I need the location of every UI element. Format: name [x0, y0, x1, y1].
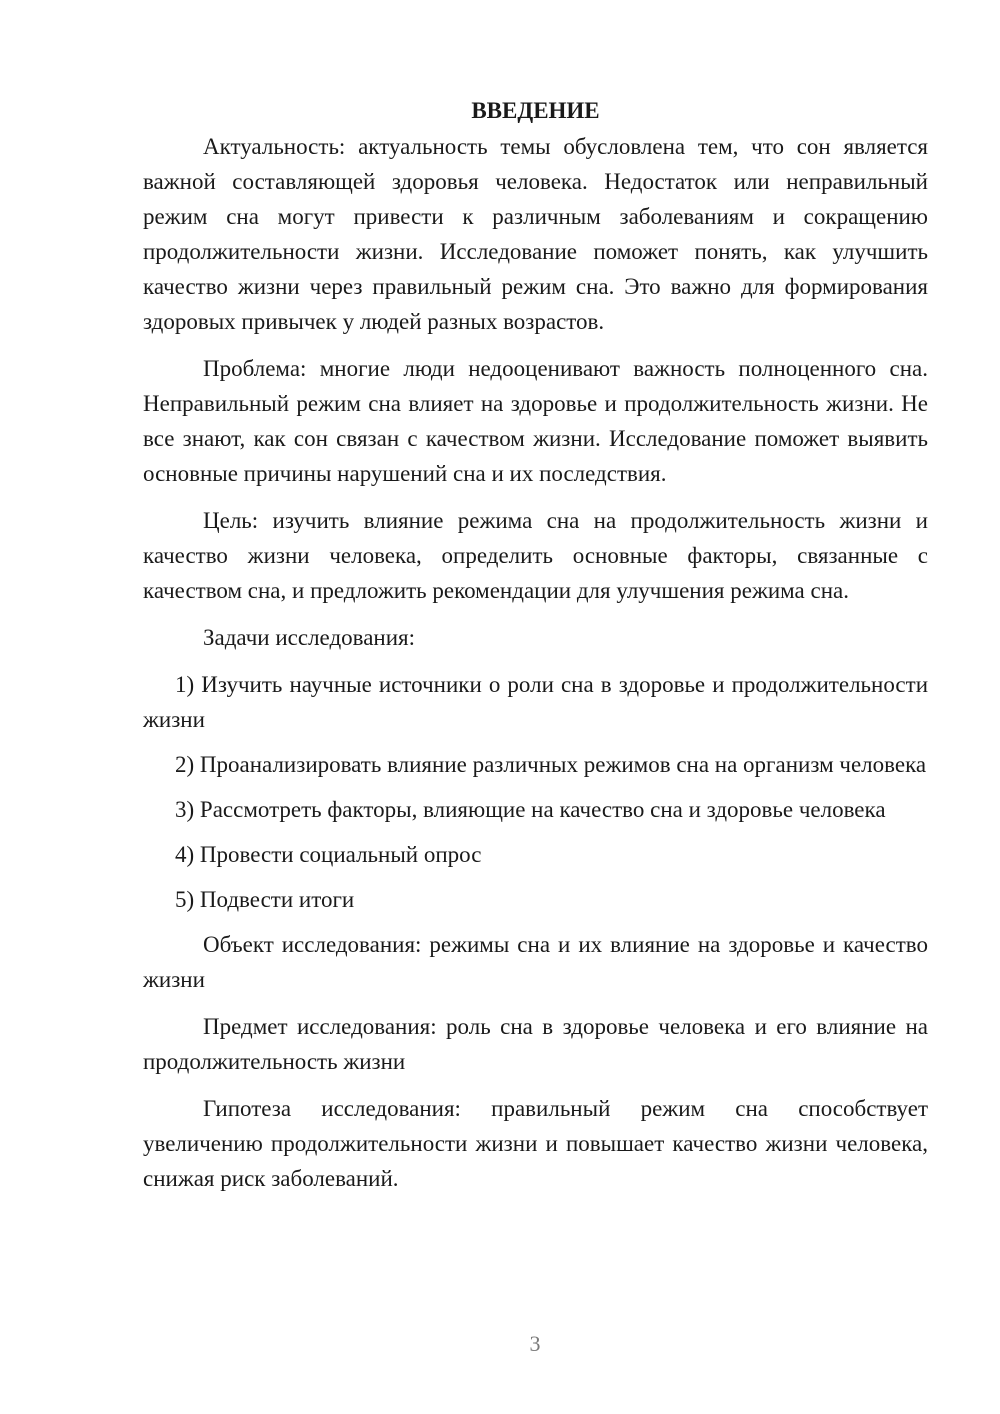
task-item-2: 2) Проанализировать влияние различных режимов сна на организм человека [175, 752, 927, 777]
paragraph-subject: Предмет исследования: роль сна в здоровье человека и его влияние на продолжительность жизни [143, 1014, 928, 1074]
paragraph-object: Объект исследования: режимы сна и их влияние на здоровье и качество жизни [143, 932, 928, 992]
page-content [143, 93, 928, 1208]
paragraph-relevance: Актуальность: актуальность темы обусловлена тем, что сон является важной составляющей здоровья человека. Недостаток или неправильный режим сна могут привести к различным заболеваниям и сокращению продолжительности жизни. Исследование поможет понять, как улучшить качество жизни через правильный режим сна. Это важно для формирования здоровых привычек у людей разных возрастов. [143, 134, 928, 334]
page-number: 3 [529, 1331, 541, 1356]
task-item-4: 4) Провести социальный опрос [175, 842, 482, 867]
paragraph-problem: Проблема: многие люди недооценивают важность полноценного сна. Неправильный режим сна влияет на здоровье и продолжительность жизни. Не все знают, как сон связан с качеством жизни. Исследование поможет выявить основные причины нарушений сна и их последствия. [143, 356, 928, 486]
paragraph-hypothesis: Гипотеза исследования: правильный режим сна способствует увеличению продолжительности жизни и повышает качество жизни человека, снижая риск заболеваний. [143, 1096, 928, 1191]
tasks-heading: Задачи исследования: [203, 625, 416, 650]
paragraph-goal: Цель: изучить влияние режима сна на продолжительность жизни и качество жизни человека, определить основные факторы, связанные с качеством сна, и предложить рекомендации для улучшения режима сна. [143, 508, 928, 603]
task-item-1: 1) Изучить научные источники о роли сна в здоровье и продолжительности жизни [143, 672, 928, 732]
task-item-5: 5) Подвести итоги [175, 887, 355, 912]
section-title: ВВЕДЕНИЕ [471, 98, 600, 123]
task-item-3: 3) Рассмотреть факторы, влияющие на качество сна и здоровье человека [175, 797, 886, 822]
